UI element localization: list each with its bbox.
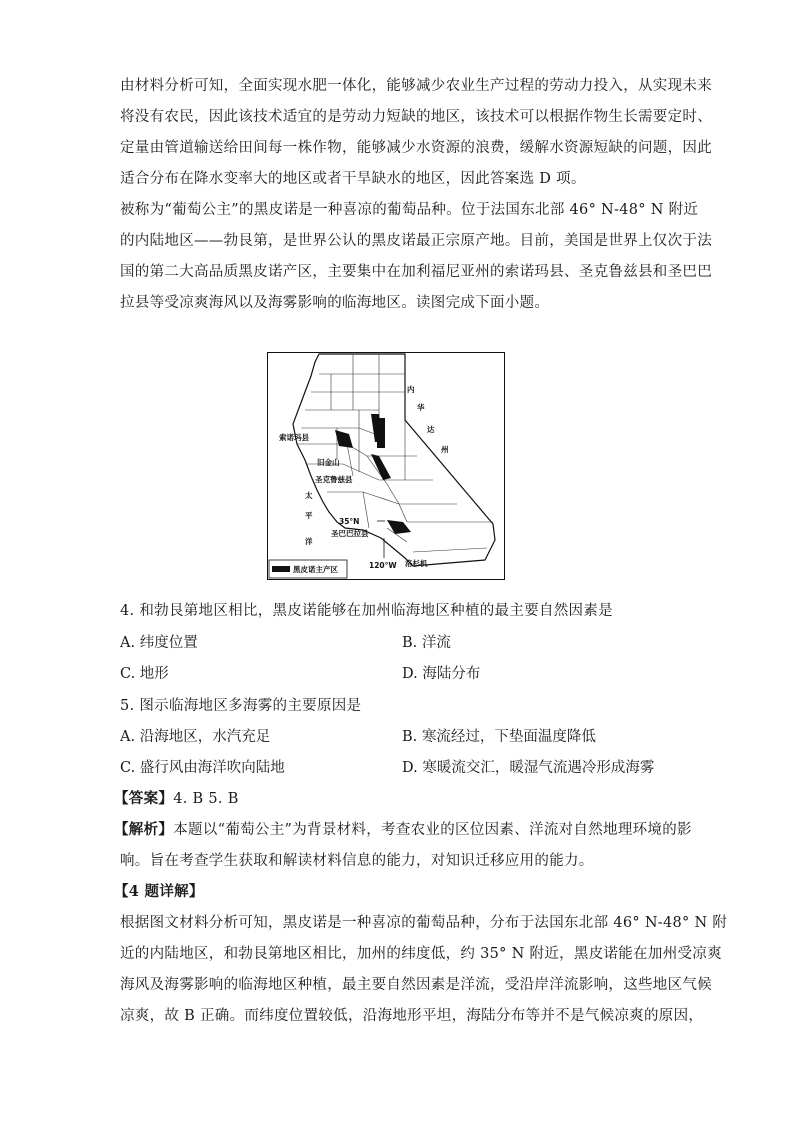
label-pacific: 洋 [305,537,313,546]
option-a: A. 沿海地区，水汽充足 [120,729,271,745]
label-pacific: 平 [305,511,313,520]
text-line: 海风及海雾影响的临海地区种植，最主要自然因素是洋流，受沿岸洋流影响，这些地区气候 [120,977,712,993]
label-pacific: 太 [305,491,313,500]
text-line: 凉爽，故 B 正确。而纬度位置较低，沿海地形平坦，海陆分布等并不是气候凉爽的原因， [120,1008,704,1024]
label-nevada: 内 [407,385,415,394]
option-d: D. 寒暖流交汇，暖湿气流遇冷形成海雾 [402,760,655,776]
text-line: 根据图文材料分析可知，黑皮诺是一种喜凉的葡萄品种，分布于法国东北部 46° N-48° N 附 [120,915,728,931]
option-c: C. 地形 [120,666,169,682]
option-d: D. 海陆分布 [402,666,481,682]
label-san-francisco: 旧金山 [317,458,340,467]
answer-line [114,789,239,809]
label-santa-barbara: 圣巴巴拉县 [331,529,369,538]
label-sonoma: 索诺玛县 [279,433,309,442]
map-legend [269,560,347,578]
label-santa-cruz: 圣克鲁兹县 [315,475,353,484]
option-c: C. 盛行风由海洋吹向陆地 [120,760,285,776]
text-line: 近的内陆地区，和勃艮第地区相比，加州的纬度低，约 35° N 附近，黑皮诺能在加州受凉爽 [120,946,722,962]
label-nevada: 州 [441,445,449,454]
answer-text: 4. B 5. B [173,791,239,807]
question-stem: 4. 和勃艮第地区相比，黑皮诺能够在加州临海地区种植的最主要自然因素是 [120,603,613,619]
text-line: 定量由管道输送给田间每一株作物，能够减少水资源的浪费，缓解水资源短缺的问题，因此 [120,140,712,156]
california-map [267,352,505,580]
text-line: 国的第二大高品质黑皮诺产区，主要集中在加利福尼亚州的索诺玛县、圣克鲁兹县和圣巴巴 [120,264,712,280]
text-line: 将没有农民，因此该技术适宜的是劳动力短缺的地区，该技术可以根据作物生长需要定时、 [120,109,712,125]
label-latitude: 35°N [339,517,360,526]
text-line: 本题以“葡萄公主”为背景材料，考查农业的区位因素、洋流对自然地理环境的影 [173,822,692,838]
answer-tag: 【答案】 [114,790,174,807]
text-line: 由材料分析可知，全面实现水肥一体化，能够减少农业生产过程的劳动力投入，从实现未来 [120,78,712,94]
text-line: 拉县等受凉爽海风以及海雾影响的临海地区。读图完成下面小题。 [120,295,550,311]
text-line: 适合分布在降水变率大的地区或者干旱缺水的地区，因此答案选 D 项。 [120,171,586,187]
detail-tag: 【4 题详解】 [114,883,204,900]
question-stem: 5. 图示临海地区多海雾的主要原因是 [120,698,362,714]
central-strip-2 [377,418,385,448]
label-los-angeles: 洛杉机 [405,559,428,568]
legend-label: 黑皮诺主产区 [293,565,338,574]
label-nevada: 华 [417,403,425,412]
label-nevada: 达 [427,425,435,434]
option-b: B. 寒流经过，下垫面温度降低 [402,729,596,745]
text-line: 响。旨在考查学生获取和解读材料信息的能力，对知识迁移应用的能力。 [120,853,594,869]
text-line: 的内陆地区——勃艮第，是世界公认的黑皮诺最正宗原产地。目前，美国是世界上仅次于法 [120,233,712,249]
option-b: B. 洋流 [402,635,451,651]
label-longitude: 120°W [369,561,397,570]
text-line: 被称为“葡萄公主”的黑皮诺是一种喜凉的葡萄品种。位于法国东北部 46° N-48° N 附近 [120,202,699,218]
analysis-line [114,820,692,840]
option-a: A. 纬度位置 [120,635,198,651]
analysis-tag: 【解析】 [114,821,174,838]
